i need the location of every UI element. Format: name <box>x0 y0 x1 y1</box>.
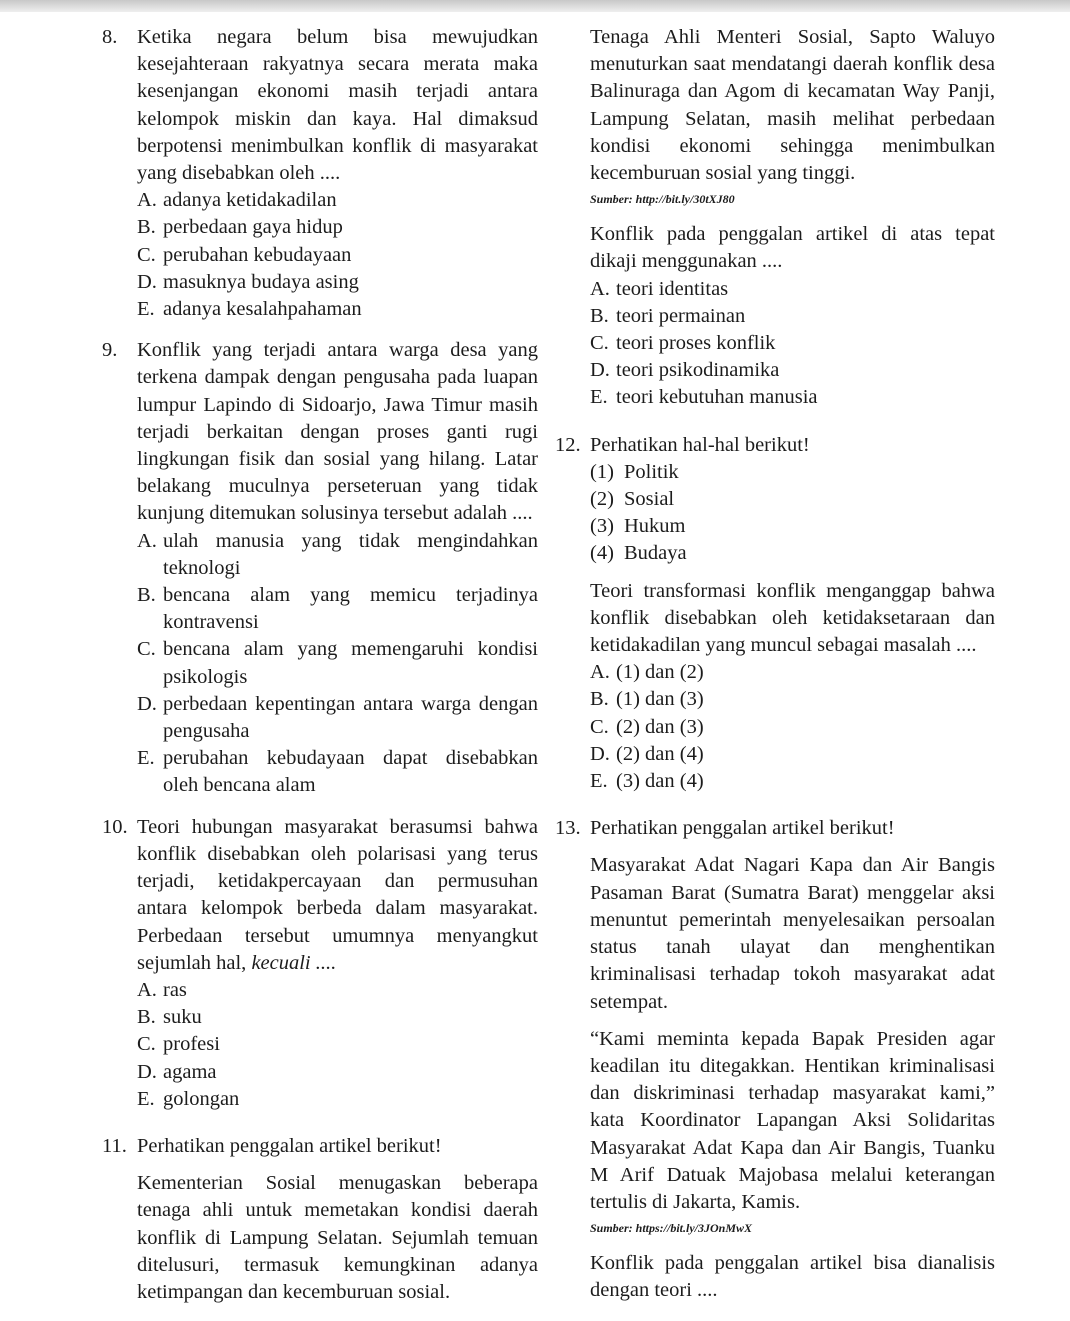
option-label: E. <box>137 747 155 770</box>
option-label: B. <box>137 216 156 239</box>
option-label: A. <box>590 277 610 300</box>
option-b[interactable] <box>137 1004 538 1031</box>
scan-top-edge <box>0 0 1070 12</box>
article-paragraph-1: Masyarakat Adat Nagari Kapa dan Air Bangis Pasaman Barat (Sumatra Barat) menggelar aksi menuntut pemerintah menyelesaikan persoalan status tanah ulayat dan menghentikan kriminalisasi terhadap tokoh masyarakat adat setempat. <box>590 854 995 1013</box>
option-text: (1) dan (3) <box>616 688 704 711</box>
option-b[interactable] <box>137 214 538 241</box>
option-label: D. <box>590 742 610 765</box>
option-label: C. <box>137 243 156 266</box>
question-prompt: Teori transformasi konflik menganggap bahwa konflik disebabkan oleh ketidaksetaraan dan ketidakadilan yang muncul sebagai masalah .... <box>590 579 995 657</box>
option-label: A. <box>137 529 157 552</box>
option-text: teori psikodinamika <box>616 359 780 382</box>
question-number: 10. <box>102 815 128 838</box>
question-number: 12. <box>555 433 581 456</box>
option-text: perbedaan gaya hidup <box>163 216 343 239</box>
question-number: 13. <box>555 817 581 840</box>
option-text: suku <box>163 1006 202 1029</box>
question-text: Konflik yang terjadi antara warga desa yang terkena dampak dengan pengusaha pada luapan lumpur Lapindo di Sidoarjo, Jawa Timur masih terjadi berkaitan dengan proses ganti rugi lingkungan fisik dan sosial yang hilang. Latar belakang muculnya perseteruan yang tidak kunjung ditemukan solusinya tersebut adalah .... <box>137 339 538 525</box>
question-9 <box>102 337 538 799</box>
question-text: Perhatikan penggalan artikel berikut! <box>590 817 895 840</box>
option-text: teori identitas <box>616 277 729 300</box>
question-number: 11. <box>102 1134 127 1157</box>
option-text: golongan <box>163 1087 240 1110</box>
question-12 <box>555 432 995 796</box>
article-source: Sumber: https://bit.ly/3JOnMwX <box>590 1221 753 1236</box>
item-label: (4) <box>590 542 614 565</box>
option-e[interactable] <box>590 384 995 411</box>
option-text: ulah manusia yang tidak mengindahkan teknologi <box>163 529 538 579</box>
option-a[interactable] <box>137 977 538 1004</box>
item-text: Hukum <box>624 515 686 538</box>
option-label: C. <box>137 1033 156 1056</box>
option-c[interactable] <box>590 330 995 357</box>
left-column <box>102 24 538 1306</box>
option-a[interactable] <box>137 187 538 214</box>
list-item <box>590 486 995 513</box>
list-item <box>590 540 995 567</box>
item-text: Sosial <box>624 488 675 511</box>
option-label: E. <box>590 386 608 409</box>
list-item <box>590 459 995 486</box>
option-c[interactable] <box>590 714 995 741</box>
option-d[interactable] <box>137 269 538 296</box>
option-d[interactable] <box>137 691 538 745</box>
option-text: perubahan kebudayaan dapat disebabkan oleh bencana alam <box>163 747 538 797</box>
option-text: (3) dan (4) <box>616 770 704 793</box>
list-item <box>590 513 995 540</box>
option-label: B. <box>137 1006 156 1029</box>
article-excerpt: Kementerian Sosial menugaskan beberapa tenaga ahli untuk memetakan kondisi daerah konflik di Lampung Selatan. Sejumlah temuan ditelusuri, termasuk kemungkinan adanya ketimpangan dan kecemburuan sosial. <box>137 1172 538 1303</box>
option-text: (2) dan (3) <box>616 715 704 738</box>
option-label: E. <box>137 298 155 321</box>
option-d[interactable] <box>137 1059 538 1086</box>
option-label: D. <box>137 270 157 293</box>
option-c[interactable] <box>137 1031 538 1058</box>
option-text: bencana alam yang memicu terjadinya kontravensi <box>163 584 538 634</box>
option-label: E. <box>137 1087 155 1110</box>
option-text: agama <box>163 1060 217 1083</box>
answer-options <box>590 659 995 795</box>
question-text <box>137 814 538 977</box>
question-text-main: Teori hubungan masyarakat berasumsi bahwa konflik disebabkan oleh polarisasi yang terus terjadi, ketidakpercayaan dan permusuhan antara kelompok berbeda dalam masyarakat. Perbedaan tersebut umumnya menyangkut sejumlah hal, <box>137 815 538 974</box>
question-8 <box>102 24 538 323</box>
option-label: C. <box>590 715 609 738</box>
option-label: B. <box>137 584 156 607</box>
right-column <box>555 24 995 1305</box>
option-b[interactable] <box>137 582 538 636</box>
option-label: B. <box>590 304 609 327</box>
option-e[interactable] <box>590 768 995 795</box>
answer-options <box>137 187 538 323</box>
option-text: teori permainan <box>616 304 746 327</box>
question-13 <box>555 815 995 1304</box>
question-prompt: Konflik pada penggalan artikel di atas tepat dikaji menggunakan .... <box>590 223 995 273</box>
option-label: B. <box>590 688 609 711</box>
option-a[interactable] <box>590 659 995 686</box>
question-11 <box>102 1133 538 1306</box>
option-text: bencana alam yang memengaruhi kondisi psikologis <box>163 638 538 688</box>
option-label: C. <box>137 638 156 661</box>
option-label: D. <box>137 692 157 715</box>
option-d[interactable] <box>590 357 995 384</box>
answer-options <box>590 276 995 412</box>
item-list <box>590 459 995 568</box>
option-d[interactable] <box>590 741 995 768</box>
worksheet-page <box>0 12 1070 1321</box>
question-10 <box>102 814 538 1113</box>
option-c[interactable] <box>137 636 538 690</box>
question-number: 8. <box>102 26 118 48</box>
option-text: masuknya budaya asing <box>163 270 359 293</box>
question-text: Perhatikan penggalan artikel berikut! <box>137 1134 442 1157</box>
item-label: (2) <box>590 488 614 511</box>
option-label: A. <box>137 189 157 212</box>
option-text: adanya ketidakadilan <box>163 189 337 212</box>
option-text: ras <box>163 978 187 1001</box>
article-source: Sumber: http://bit.ly/30tXJ80 <box>590 192 735 207</box>
option-label: A. <box>590 661 610 684</box>
option-b[interactable] <box>590 686 995 713</box>
option-label: A. <box>137 978 157 1001</box>
question-number: 9. <box>102 339 118 362</box>
item-text: Budaya <box>624 542 687 565</box>
option-a[interactable] <box>590 276 995 303</box>
option-a[interactable] <box>137 528 538 582</box>
article-excerpt-continued: Tenaga Ahli Menteri Sosial, Sapto Waluyo menuturkan saat mendatangi daerah konflik desa Balinuraga dan Agom di kecamatan Way Panji, Lampung Selatan, masih melihat perbedaan kondisi ekonomi sehingga menimbulkan kecemburuan sosial yang tinggi. <box>590 26 995 185</box>
option-text: teori proses konflik <box>616 332 776 355</box>
option-c[interactable] <box>137 242 538 269</box>
option-text: (2) dan (4) <box>616 742 704 765</box>
option-text: (1) dan (2) <box>616 661 704 684</box>
option-text: adanya kesalahpahaman <box>163 298 362 321</box>
option-text: profesi <box>163 1033 220 1056</box>
question-prompt: Konflik pada penggalan artikel bisa dianalisis dengan teori .... <box>590 1252 995 1302</box>
option-e[interactable] <box>137 296 538 323</box>
question-text: Ketika negara belum bisa mewujudkan kesejahteraan rakyatnya secara merata maka kesenjangan ekonomi masih terjadi antara kelompok miskin dan kaya. Hal dimaksud berpotensi menimbulkan konflik di masyarakat yang disebabkan oleh .... <box>137 26 538 185</box>
article-paragraph-2: “Kami meminta kepada Bapak Presiden agar keadilan itu ditegakkan. Hentikan kriminalisasi dan diskriminasi terhadap masyarakat kami,” kata Koordinator Lapangan Aksi Solidaritas Masyarakat Adat Kapa dan Air Bangis, Tuanku M Arif Datuak Majobasa melalui keterangan tertulis di Jakarta, Kamis. <box>590 1027 995 1213</box>
option-label: C. <box>590 332 609 355</box>
option-e[interactable] <box>137 745 538 799</box>
question-text: Perhatikan hal-hal berikut! <box>590 433 810 456</box>
option-text: perbedaan kepentingan antara warga dengan pengusaha <box>163 692 538 743</box>
answer-options <box>137 977 538 1113</box>
question-text-exception: kecuali .... <box>251 951 337 974</box>
option-label: D. <box>137 1060 157 1083</box>
option-text: perubahan kebudayaan <box>163 243 352 266</box>
item-label: (1) <box>590 460 614 483</box>
item-label: (3) <box>590 515 614 538</box>
option-b[interactable] <box>590 303 995 330</box>
answer-options <box>137 528 538 800</box>
item-text: Politik <box>624 460 679 483</box>
option-label: D. <box>590 359 610 382</box>
option-label: E. <box>590 770 608 793</box>
option-e[interactable] <box>137 1086 538 1113</box>
option-text: teori kebutuhan manusia <box>616 386 818 409</box>
